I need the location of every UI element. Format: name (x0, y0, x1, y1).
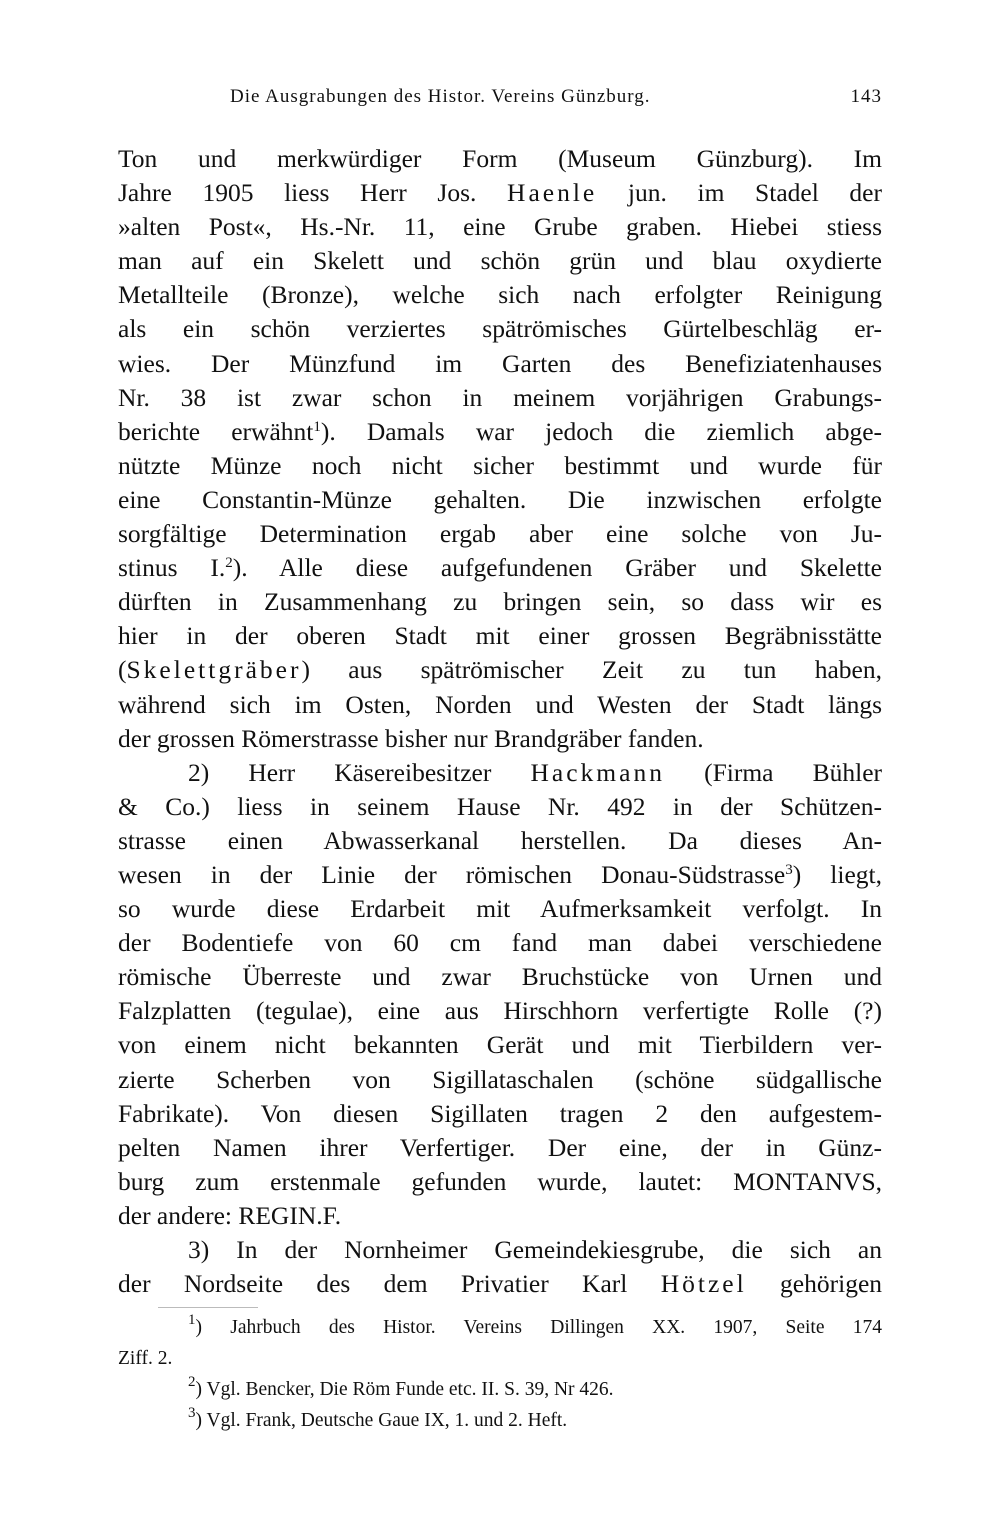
text-line: Ton und merkwürdiger Form (Museum Günzburg). Im (118, 144, 882, 173)
text-line: (Skelettgräber) aus spätrömischer Zeit zu tun haben, (118, 655, 882, 685)
text-line: der grossen Römerstrasse bisher nur Brandgräber fanden. (118, 723, 704, 753)
footnote-ref: 2 (225, 555, 233, 572)
text-line: man auf ein Skelett und schön grün und blau oxydierte (118, 246, 882, 276)
text-line: wies. Der Münzfund im Garten des Benefiziatenhauses (118, 348, 882, 378)
text-line: dürften in Zusammenhang zu bringen sein, so dass wir es (118, 587, 882, 617)
text-line: Metallteile (Bronze), welche sich nach erfolgter Reinigung (118, 280, 882, 310)
person-name-haenle: Haenle (507, 178, 598, 208)
text-line: so wurde diese Erdarbeit mit Aufmerksamkeit verfolgt. In (118, 894, 882, 924)
text-line: als ein schön verziertes spätrömisches Gürtelbeschläg er- (118, 314, 882, 344)
text-line: burg zum erstenmale gefunden wurde, lautet: MONTANVS, (118, 1166, 882, 1196)
text-line: »alten Post«, Hs.-Nr. 11, eine Grube graben. Hiebei stiess (118, 212, 882, 242)
body-text (118, 142, 882, 1301)
footnote-3: $^3$) Vgl. Frank, Deutsche Gaue IX, 1. und 2. Heft. (188, 1405, 568, 1432)
emphasis-skelettgraeber: Skelettgräber (126, 655, 302, 685)
footnote-1: $^1$) Jahrbuch des Histor. Vereins Dillingen XX. 1907, Seite 174 (188, 1312, 882, 1339)
running-title: Die Ausgrabungen des Histor. Vereins Günzburg. (230, 86, 651, 107)
text-line: römische Überreste und zwar Bruchstücke von Urnen und (118, 962, 882, 992)
text-line: berichte erwähnt$^1$). Damals war jedoch die ziemlich abge- (118, 416, 883, 446)
footnote-1-continuation: Ziff. 2. (118, 1348, 173, 1370)
text-line: Jahre 1905 liess Herr Jos. Haenle jun. im Stadel der (118, 178, 882, 208)
footnotes (118, 1312, 882, 1436)
text-line: pelten Namen ihrer Verfertiger. Der eine, der in Günz- (118, 1132, 882, 1162)
text-line: zierte Scherben von Sigillataschalen (schöne südgallische (118, 1064, 882, 1094)
text-line: 2) Herr Käsereibesitzer Hackmann (Firma Bühler (188, 757, 883, 787)
person-name-hoetzel: Hötzel (660, 1269, 747, 1299)
footnote-divider (158, 1307, 258, 1308)
text-line: sorgfältige Determination ergab aber eine solche von Ju- (118, 519, 882, 549)
text-line: der Bodentiefe von 60 cm fand man dabei verschiedene (118, 928, 882, 958)
footnote-2: $^2$) Vgl. Bencker, Die Röm Funde etc. II. S. 39, Nr 426. (188, 1374, 614, 1401)
running-header (118, 80, 882, 120)
text-line: hier in der oberen Stadt mit einer grossen Begräbnisstätte (118, 621, 882, 651)
text-line: stinus I.$^2$). Alle diese aufgefundenen Gräber und Skelette (118, 553, 882, 583)
book-page (118, 80, 882, 1436)
text-line: strasse einen Abwasserkanal herstellen. Da dieses An- (118, 825, 882, 855)
text-line: Fabrikate). Von diesen Sigillaten tragen 2 den aufgestem- (118, 1098, 882, 1128)
text-line: während sich im Osten, Norden und Westen der Stadt längs (118, 689, 882, 719)
text-line: Nr. 38 ist zwar schon in meinem vorjährigen Grabungs- (118, 382, 882, 412)
page-number: 143 (850, 86, 882, 107)
footnote-ref: 3 (785, 861, 793, 878)
text-line: wesen in der Linie der römischen Donau-Südstrasse$^3$) liegt, (118, 859, 882, 889)
text-line: & Co.) liess in seinem Hause Nr. 492 in der Schützen- (118, 791, 882, 821)
footnote-ref: 1 (313, 418, 321, 435)
text-line: Falzplatten (tegulae), eine aus Hirschhorn verfertigte Rolle (?) (118, 996, 882, 1026)
text-line: eine Constantin-Münze gehalten. Die inzwischen erfolgte (118, 484, 882, 514)
text-line: von einem nicht bekannten Gerät und mit Tierbildern ver- (118, 1030, 882, 1060)
person-name-hackmann: Hackmann (530, 757, 665, 787)
text-line: 3) In der Nornheimer Gemeindekiesgrube, die sich an (188, 1235, 882, 1264)
text-line: der andere: REGIN.F. (118, 1200, 342, 1230)
text-line: nützte Münze noch nicht sicher bestimmt und wurde für (118, 450, 882, 480)
text-line: der Nordseite des dem Privatier Karl Hötzel gehörigen (118, 1269, 883, 1299)
